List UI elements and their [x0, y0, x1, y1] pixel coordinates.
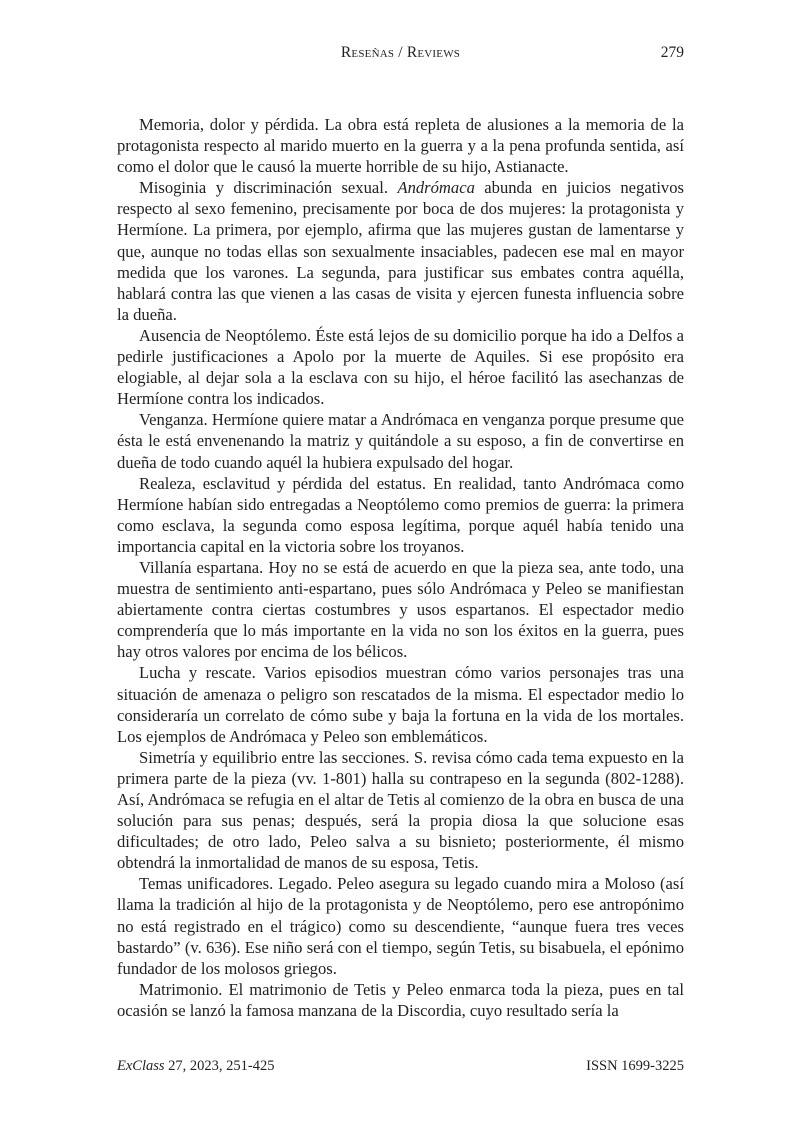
- paragraph-misoginia: [117, 177, 684, 325]
- work-title-andromaca: Andrómaca: [397, 178, 475, 198]
- running-header: [117, 44, 684, 66]
- paragraph-memoria: Memoria, dolor y pérdida. La obra está repleta de alusiones a la memoria de la protagonista respecto al marido muerto en la guerra y a la pena profunda sentida, así como el dolor que le causó la muerte horrible de su hijo, Astianacte.: [117, 115, 684, 177]
- running-title: Reseñas / Reviews: [340, 44, 461, 61]
- issn: ISSN 1699-3225: [586, 1058, 684, 1074]
- paragraph-lucha: Lucha y rescate. Varios episodios muestran cómo varios personajes tras una situación de amenaza o peligro son rescatados de la misma. El espectador medio lo consideraría un correlato de cómo sube y baja la fortuna en la vida de los mortales. Los ejemplos de Andrómaca y Peleo son emblemáticos.: [117, 663, 684, 746]
- journal-citation: [117, 1058, 275, 1075]
- paragraph-temas: Temas unificadores. Legado. Peleo asegura su legado cuando mira a Moloso (así llama la tradición al hijo de la protagonista y de Neoptólemo, pero ese antropónimo no está registrado en el trágico) como su descendiente, “aunque fuera tres veces bastardo” (v. 636). Ese niño será con el tiempo, según Tetis, su bisabuela, el epónimo fundador de los molosos griegos.: [117, 874, 684, 978]
- review-body: [117, 114, 684, 1021]
- paragraph-simetria: Simetría y equilibrio entre las secciones. S. revisa cómo cada tema expuesto en la primera parte de la pieza (vv. 1-801) halla su contrapeso en la segunda (802-1288). Así, Andrómaca se refugia en el altar de Tetis al comienzo de la obra en busca de una solución para sus penas; después, será la propia diosa la que solucione esas dificultades; de otro lado, Peleo salva a su bisnieto; posteriormente, él mismo obtendrá la inmortalidad de manos de su esposa, Tetis.: [117, 747, 684, 873]
- paragraph-venganza: Venganza. Hermíone quiere matar a Andrómaca en venganza porque presume que ésta le está envenenando la matriz y quitándole a su esposo, a fin de convertirse en dueña de todo cuando aquél la hubiera expulsado del hogar.: [117, 410, 684, 472]
- paragraph-villania: Villanía espartana. Hoy no se está de acuerdo en que la pieza sea, ante todo, una muestra de sentimiento anti-espartano, pues sólo Andrómaca y Peleo se manifiestan abiertamente contra ciertas costumbres y usos espartanos. El espectador medio comprendería que lo más importante en la vida no son los éxitos en la guerra, pues hay otros valores por encima de los bélicos.: [117, 557, 684, 662]
- paragraph-realeza: Realeza, esclavitud y pérdida del estatus. En realidad, tanto Andrómaca como Hermíone habían sido entregadas a Neoptólemo como premios de guerra: la primera como esclava, la segunda como esposa legítima, porque aquél había tenido una importancia capital en la victoria sobre los troyanos.: [117, 473, 684, 556]
- paragraph-lead: Misoginia y discriminación sexual.: [139, 178, 398, 198]
- paragraph-rest: abunda en juicios negativos respecto al sexo femenino, precisamente por boca de dos mujeres: la protagonista y Hermíone. La primera, por ejemplo, afirma que las mujeres gustan de lamentarse y que, aunque no todas ellas son sexualmente insaciables, padecen ese mal en mayor medida que los varones. La segunda, para justificar sus embates contra aquélla, hablará contra las que vienen a las casas de visita y ejercen funesta influencia sobre la dueña.: [117, 178, 684, 324]
- page-number: 279: [660, 44, 684, 61]
- journal-name: ExClass: [117, 1058, 165, 1074]
- journal-details: 27, 2023, 251-425: [164, 1058, 275, 1074]
- paragraph-ausencia: Ausencia de Neoptólemo. Éste está lejos de su domicilio porque ha ido a Delfos a pedirle justificaciones a Apolo por la muerte de Aquiles. Si ese propósito era elogiable, al dejar sola a la esclava con su hijo, el héroe facilitó las asechanzas de Hermíone contra los indicados.: [117, 325, 684, 409]
- paragraph-matrimonio: Matrimonio. El matrimonio de Tetis y Peleo enmarca toda la pieza, pues en tal ocasión se lanzó la famosa manzana de la Discordia, cuyo resultado sería la: [117, 979, 684, 1020]
